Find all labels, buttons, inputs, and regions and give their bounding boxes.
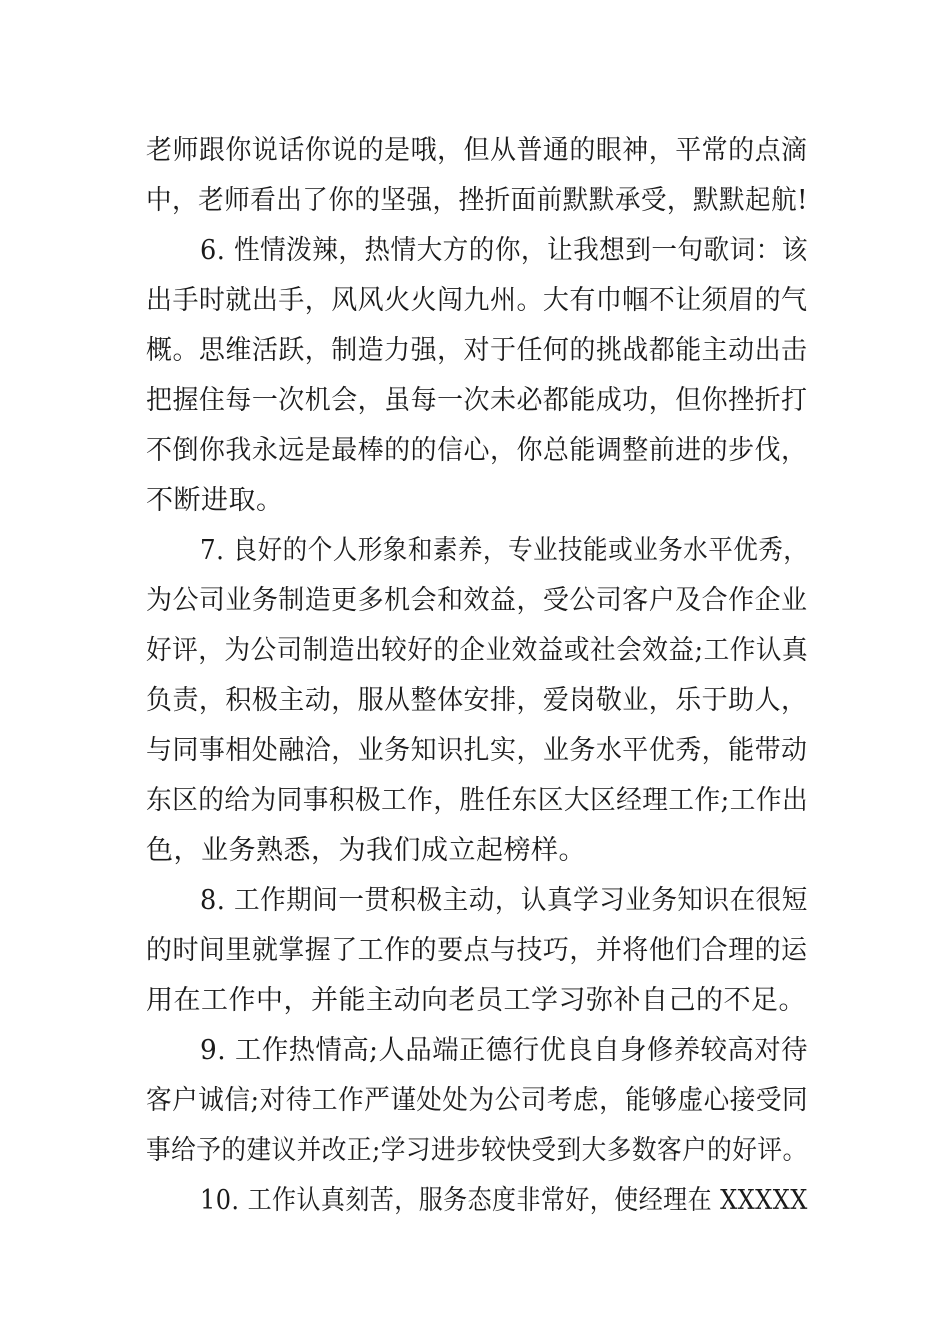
text-line: 的时间里就掌握了工作的要点与技巧，并将他们合理的运 <box>146 935 808 966</box>
text-line: 色，业务熟悉，为我们成立起榜样。 <box>146 835 586 866</box>
text-line: 与同事相处融洽，业务知识扎实，业务水平优秀，能带动 <box>146 735 808 766</box>
text-line: 东区的给为同事积极工作，胜任东区大区经理工作;工作出 <box>146 785 809 816</box>
text-line: 出手时就出手，风风火火闯九州。大有巾帼不让须眉的气 <box>146 285 808 316</box>
text-line: 客户诚信;对待工作严谨处处为公司考虑，能够虚心接受同 <box>146 1085 809 1116</box>
list-item-7-line: 7. 良好的个人形象和素养，专业技能或业务水平优秀， <box>200 535 809 566</box>
text-line: 把握住每一次机会，虽每一次未必都能成功，但你挫折打 <box>146 385 808 416</box>
list-item-9-line: 9. 工作热情高;人品端正德行优良自身修养较高对待 <box>200 1035 808 1066</box>
list-item-10-line: 10. 工作认真刻苦，服务态度非常好，使经理在 XXXXX <box>200 1185 808 1216</box>
text-line: 好评，为公司制造出较好的企业效益或社会效益;工作认真 <box>146 635 809 666</box>
text-line: 概。思维活跃，制造力强，对于任何的挑战都能主动出击 <box>146 335 808 366</box>
text-line: 中，老师看出了你的坚强，挫折面前默默承受，默默起航! <box>146 185 808 216</box>
text-line: 不断进取。 <box>146 485 284 516</box>
list-item-6-line: 6. 性情泼辣，热情大方的你，让我想到一句歌词：该 <box>200 235 808 266</box>
text-line: 用在工作中，并能主动向老员工学习弥补自己的不足。 <box>146 985 806 1016</box>
text-line: 老师跟你说话你说的是哦，但从普通的眼神，平常的点滴 <box>146 135 808 166</box>
text-line: 不倒你我永远是最棒的的信心，你总能调整前进的步伐， <box>146 435 808 466</box>
text-line: 负责，积极主动，服从整体安排，爱岗敬业，乐于助人， <box>146 685 808 716</box>
text-line: 为公司业务制造更多机会和效益，受公司客户及合作企业 <box>146 585 808 616</box>
list-item-8-line: 8. 工作期间一贯积极主动，认真学习业务知识在很短 <box>200 885 808 916</box>
text-line: 事给予的建议并改正;学习进步较快受到大多数客户的好评。 <box>146 1135 808 1166</box>
